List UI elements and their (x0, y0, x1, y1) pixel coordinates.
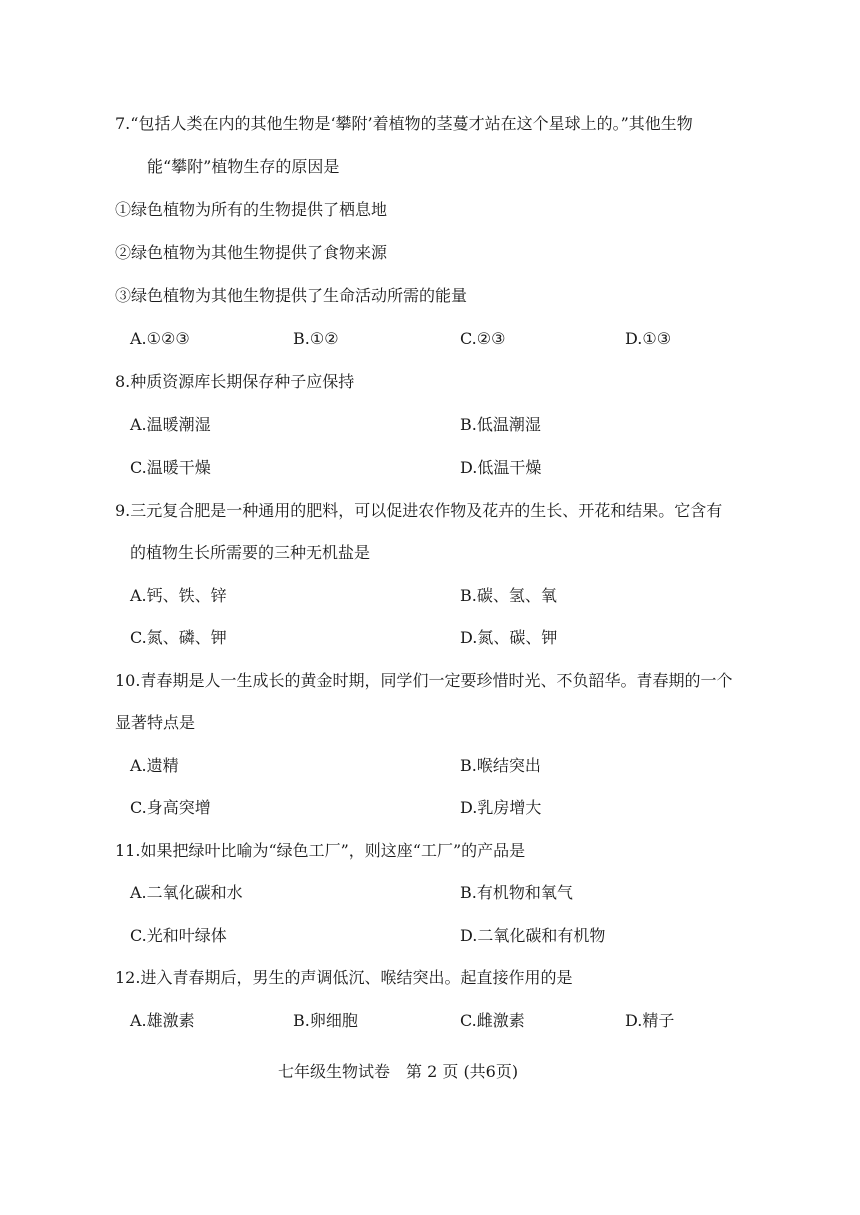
q7-option-c: C.②③ (460, 329, 506, 348)
q11-option-c: C.光和叶绿体 (130, 926, 227, 945)
q9-option-c: C.氮、磷、钾 (130, 628, 227, 647)
q10-option-c: C.身高突增 (130, 798, 211, 817)
q11-option-a: A.二氧化碳和水 (130, 883, 243, 902)
q8-option-c: C.温暖干燥 (130, 458, 211, 477)
q9-stem-line1: 9.三元复合肥是一种通用的肥料，可以促进农作物及花卉的生长、开花和结果。它含有 (115, 501, 723, 520)
q10-stem-line2: 显著特点是 (115, 713, 196, 732)
q8-option-d: D.低温干燥 (460, 458, 542, 477)
q7-statement-3: ③绿色植物为其他生物提供了生命活动所需的能量 (115, 286, 468, 305)
q12-option-c: C.雌激素 (460, 1011, 525, 1030)
q9-option-b: B.碳、氢、氧 (460, 586, 557, 605)
page-footer: 七年级生物试卷 第 2 页 (共6页) (278, 1062, 519, 1081)
q7-statement-2: ②绿色植物为其他生物提供了食物来源 (115, 243, 388, 262)
q11-stem: 11.如果把绿叶比喻为“绿色工厂”，则这座“工厂”的产品是 (115, 841, 526, 860)
q10-option-b: B.喉结突出 (460, 756, 541, 775)
q12-option-d: D.精子 (625, 1011, 675, 1030)
q7-option-b: B.①② (293, 329, 339, 348)
q9-option-d: D.氮、碳、钾 (460, 628, 558, 647)
q11-option-d: D.二氧化碳和有机物 (460, 926, 606, 945)
q7-stem-line1: 7.“包括人类在内的其他生物是‘攀附’着植物的茎蔓才站在这个星球上的。”其他生物 (115, 114, 693, 133)
q7-option-d: D.①③ (625, 329, 672, 348)
q7-stem-line2: 能“攀附”植物生存的原因是 (147, 157, 340, 176)
q10-stem-line1: 10.青春期是人一生成长的黄金时期，同学们一定要珍惜时光、不负韶华。青春期的一个 (115, 671, 733, 690)
q8-option-a: A.温暖潮湿 (130, 415, 211, 434)
q10-option-d: D.乳房增大 (460, 798, 542, 817)
q12-stem: 12.进入青春期后，男生的声调低沉、喉结突出。起直接作用的是 (115, 968, 573, 987)
q11-option-b: B.有机物和氧气 (460, 883, 573, 902)
q9-stem-line2: 的植物生长所需要的三种无机盐是 (130, 543, 371, 562)
q7-statement-1: ①绿色植物为所有的生物提供了栖息地 (115, 200, 388, 219)
q9-option-a: A.钙、铁、锌 (130, 586, 227, 605)
q8-stem: 8.种质资源库长期保存种子应保持 (115, 372, 355, 391)
q7-option-a: A.①②③ (130, 329, 190, 348)
q10-option-a: A.遗精 (130, 756, 179, 775)
q12-option-a: A.雄激素 (130, 1011, 195, 1030)
q12-option-b: B.卵细胞 (293, 1011, 358, 1030)
q8-option-b: B.低温潮湿 (460, 415, 541, 434)
